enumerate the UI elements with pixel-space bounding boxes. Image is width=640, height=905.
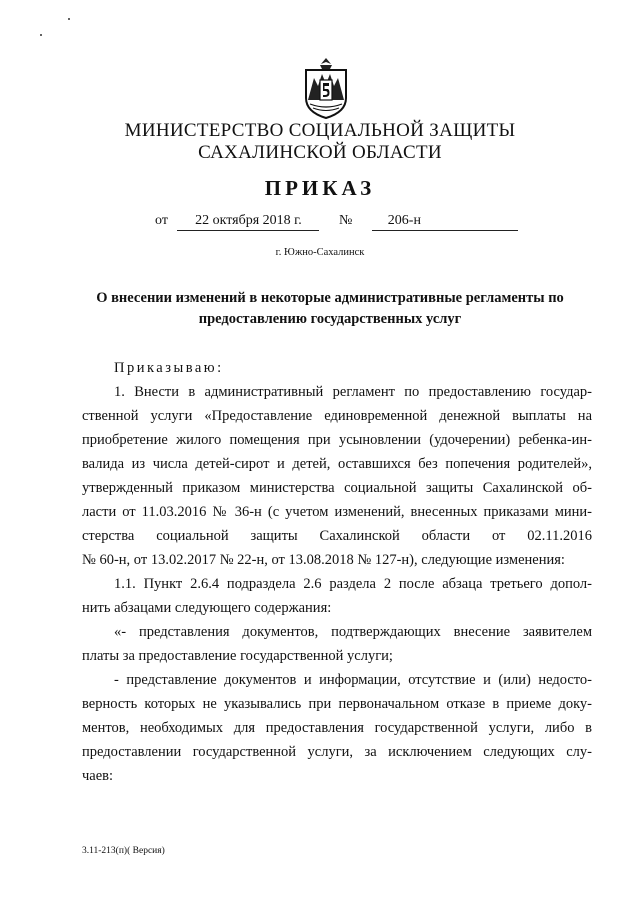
body-line: платы за предоставление государственной услуги; bbox=[82, 648, 393, 664]
ministry-name-line1: МИНИСТЕРСТВО СОЦИАЛЬНОЙ ЗАЩИТЫ bbox=[124, 120, 516, 141]
body-line: утвержденный приказом министерства социальной защиты Сахалинской об- bbox=[82, 480, 592, 496]
body-line: «- представления документов, подтверждающих внесение заявителем bbox=[114, 624, 592, 640]
body-line: верность которых не указывались при первоначальном отказе в приеме доку- bbox=[82, 696, 592, 712]
city: г. Южно-Сахалинск bbox=[275, 247, 365, 258]
body-line: 1.1. Пункт 2.6.4 подраздела 2.6 раздела 2 после абзаца третьего допол- bbox=[114, 576, 592, 592]
order-date: 22 октября 2018 г. bbox=[177, 213, 319, 231]
order-subject bbox=[60, 288, 600, 330]
number-label: № bbox=[338, 213, 353, 228]
date-number-line bbox=[155, 213, 518, 231]
body-line: 1. Внести в административный регламент по предоставлению государ- bbox=[114, 384, 592, 400]
body-line: ласти от 11.03.2016 № 36-н (с учетом изменений, внесенных приказами мини- bbox=[82, 504, 592, 520]
order-word: Приказываю: bbox=[114, 360, 224, 376]
body-line: приобретение жилого помещения при усыновлении (удочерении) ребенка-ин- bbox=[82, 432, 592, 448]
subject-line1: О внесении изменений в некоторые административные регламенты по bbox=[96, 290, 564, 306]
scan-speck bbox=[40, 34, 42, 36]
order-number: 206-н bbox=[372, 213, 518, 231]
body-line: стерства социальной защиты Сахалинской области от 02.11.2016 bbox=[82, 528, 592, 544]
order-body bbox=[82, 356, 592, 788]
body-line: № 60-н, от 13.02.2017 № 22-н, от 13.08.2018 № 127-н), следующие изменения: bbox=[82, 552, 565, 568]
date-prefix: от bbox=[155, 213, 168, 228]
body-line: - представление документов и информации, отсутствие и (или) недосто- bbox=[114, 672, 592, 688]
ministry-name bbox=[0, 120, 640, 164]
document-type: ПРИКАЗ bbox=[264, 176, 376, 200]
scan-speck bbox=[68, 18, 70, 20]
document-footer-code: 3.11-213(п)( Версия) bbox=[82, 846, 165, 856]
body-line: ственной услуги «Предоставление единовременной денежной выплаты на bbox=[82, 408, 592, 424]
subject-line2: предоставлению государственных услуг bbox=[198, 311, 462, 327]
body-line: предоставлении государственной услуги, за исключением следующих слу- bbox=[82, 744, 592, 760]
body-line: валида из числа детей-сирот и детей, оставшихся без попечения родителей», bbox=[82, 456, 592, 472]
body-line: нить абзацами следующего содержания: bbox=[82, 600, 332, 616]
ministry-name-line2: САХАЛИНСКОЙ ОБЛАСТИ bbox=[198, 142, 442, 163]
body-line: ментов, необходимых для предоставления государственной услуги, либо в bbox=[82, 720, 592, 736]
body-line: чаев: bbox=[82, 768, 114, 784]
regional-coat-of-arms-icon bbox=[300, 56, 352, 120]
